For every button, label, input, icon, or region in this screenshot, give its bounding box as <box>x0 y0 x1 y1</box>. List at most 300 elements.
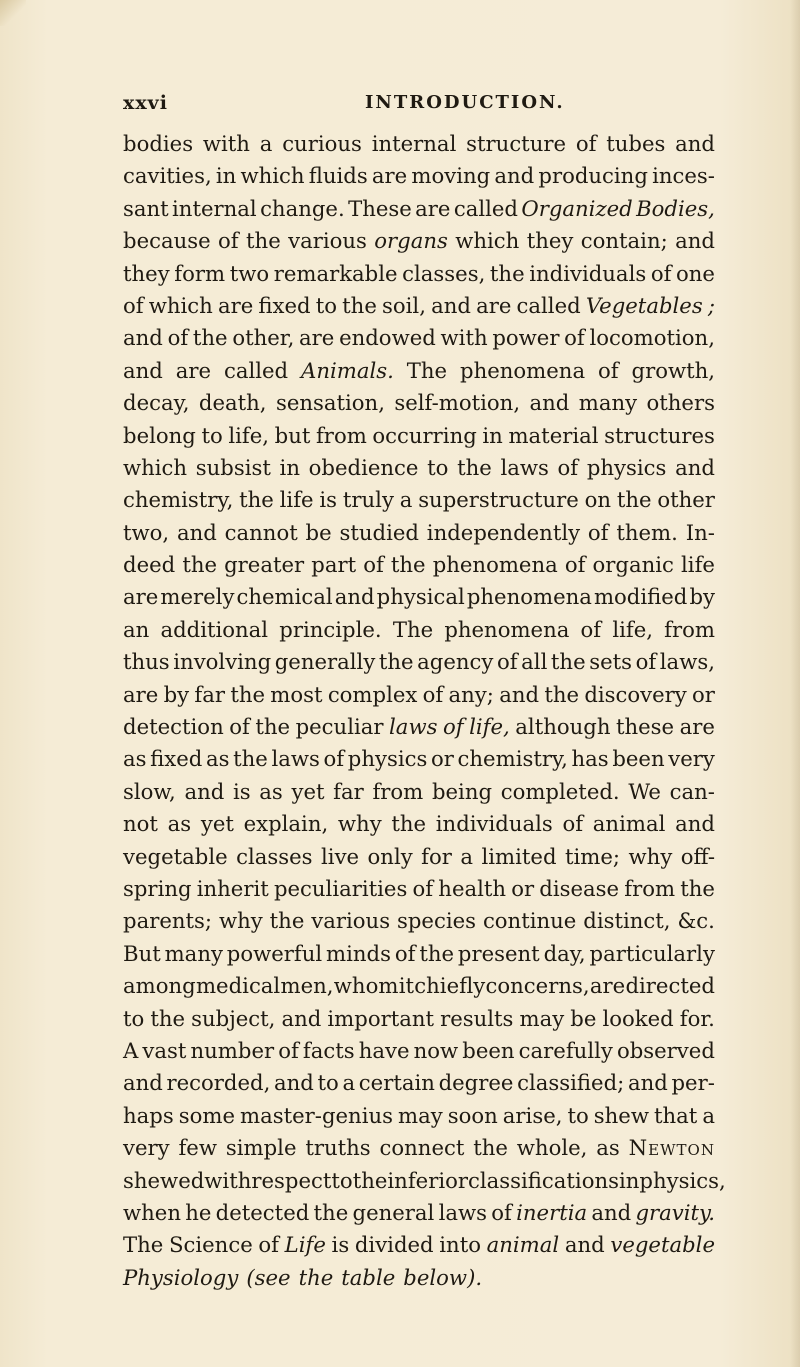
word: phenomena <box>460 357 586 383</box>
word: and <box>564 1232 605 1258</box>
word: of <box>394 940 416 966</box>
text-line <box>123 808 715 840</box>
word: the <box>313 1199 349 1225</box>
word: occurring <box>372 422 477 448</box>
word: self-motion, <box>394 390 521 416</box>
word: now <box>413 1037 459 1063</box>
word: of <box>564 325 585 351</box>
word: life, <box>612 616 653 642</box>
word: the <box>352 1167 388 1193</box>
word: laws <box>438 1199 487 1225</box>
word: they <box>123 260 170 286</box>
text-line <box>123 1165 726 1197</box>
word: connect <box>379 1135 465 1161</box>
word: is <box>331 1232 350 1258</box>
word: in <box>279 454 300 480</box>
word: the <box>550 649 586 675</box>
word: from <box>315 422 367 448</box>
word: simple <box>225 1135 297 1161</box>
word: agency <box>417 649 494 675</box>
word: yet <box>291 778 325 804</box>
word: laws <box>271 746 320 772</box>
word: of <box>363 552 384 578</box>
word: completed. <box>500 778 620 804</box>
word: to <box>427 454 449 480</box>
text-line <box>123 517 715 549</box>
word: very <box>123 1135 170 1161</box>
word: modified <box>593 584 688 610</box>
text-line <box>123 1262 715 1294</box>
word: which <box>455 228 520 254</box>
word: sant <box>123 195 169 221</box>
word: locomotion, <box>589 325 715 351</box>
word: slow, <box>123 778 176 804</box>
word: and <box>591 1199 632 1225</box>
word: classes, <box>402 260 486 286</box>
word: discovery <box>584 681 687 707</box>
word: laws, <box>659 649 715 675</box>
word: not <box>123 811 158 837</box>
word: two, <box>123 519 170 545</box>
word: that <box>654 1102 698 1128</box>
word: remarkable <box>273 260 398 286</box>
word: when <box>123 1199 181 1225</box>
text-line <box>123 258 715 290</box>
word: whole, <box>516 1135 588 1161</box>
word: &c. <box>677 908 715 934</box>
word: among <box>123 973 196 999</box>
word: vast <box>142 1037 187 1063</box>
word: greater <box>224 552 305 578</box>
word: observed <box>616 1037 715 1063</box>
word: fixed <box>150 746 203 772</box>
text-line <box>123 646 715 678</box>
word: fluids <box>308 163 368 189</box>
word: vegetable <box>123 843 228 869</box>
word: the <box>192 325 228 351</box>
word: ; <box>707 292 715 318</box>
word: the <box>255 714 291 740</box>
word: them. <box>616 519 678 545</box>
page-corner-shadow <box>0 0 26 26</box>
word: degree <box>438 1070 514 1096</box>
word: they <box>526 228 574 254</box>
word: which <box>123 454 188 480</box>
word: studied <box>339 519 419 545</box>
word: principle. <box>279 616 382 642</box>
word: complex <box>327 681 418 707</box>
word: with <box>202 131 250 156</box>
word: producing <box>538 163 648 189</box>
word: obedience <box>308 454 419 480</box>
text-line <box>123 290 715 322</box>
word: directed <box>625 973 715 999</box>
word: as <box>259 778 283 804</box>
word: to <box>201 422 223 448</box>
word: any; <box>448 681 494 707</box>
word: below). <box>403 1264 483 1290</box>
word: of <box>422 681 444 707</box>
word: Organized <box>521 195 633 221</box>
body-text <box>123 128 726 1294</box>
word: power <box>492 325 560 351</box>
word: and <box>184 778 225 804</box>
word: the <box>239 487 274 513</box>
word: why <box>218 908 263 934</box>
word: is <box>319 487 338 513</box>
word: important <box>327 1005 435 1031</box>
word: which <box>148 292 213 318</box>
word: vegetable <box>610 1232 715 1258</box>
text-line <box>123 970 715 1002</box>
word: some <box>178 1102 235 1128</box>
word: the <box>230 681 266 707</box>
word: of <box>218 228 239 254</box>
word: to <box>317 1070 339 1096</box>
word: arise, <box>502 1102 563 1128</box>
word: as <box>123 746 147 772</box>
word: off- <box>680 843 715 869</box>
word: of <box>258 1232 279 1258</box>
word: Bodies, <box>636 195 715 221</box>
word: soil, <box>382 292 426 318</box>
word: from <box>664 616 715 642</box>
word: generally <box>274 649 376 675</box>
word: of <box>491 1199 512 1225</box>
word: change. <box>260 195 345 221</box>
word: contain; <box>580 228 668 254</box>
word: of <box>412 875 434 901</box>
word: bodies <box>123 131 194 156</box>
word: by <box>163 681 190 707</box>
word: being <box>431 778 493 804</box>
word: physics, <box>639 1167 726 1193</box>
word: involving <box>173 649 272 675</box>
word: peculiarities <box>273 875 408 901</box>
word: phenomena <box>444 616 570 642</box>
word: it <box>398 973 415 999</box>
word: and <box>274 1070 314 1096</box>
text-line <box>123 743 715 775</box>
word: all <box>521 649 548 675</box>
word: whom <box>333 973 399 999</box>
text-line <box>123 938 715 970</box>
word: the <box>182 552 218 578</box>
word: is <box>232 778 251 804</box>
text-line <box>123 1197 715 1229</box>
word: Animals. <box>301 357 394 383</box>
word: structure <box>466 131 567 156</box>
word: Life <box>284 1232 326 1258</box>
word: and <box>529 390 570 416</box>
word: inferior <box>387 1167 468 1193</box>
word: We <box>628 778 661 804</box>
word: life, <box>469 714 510 740</box>
word: are <box>589 973 626 999</box>
word: distinct, <box>583 908 671 934</box>
word: limited <box>481 843 557 869</box>
word: of <box>564 552 586 578</box>
word: these <box>615 714 675 740</box>
word: of <box>635 649 657 675</box>
word: inces- <box>652 163 715 189</box>
word: merely <box>160 584 235 610</box>
word: particularly <box>589 940 715 966</box>
word: detected <box>215 1199 310 1225</box>
word: few <box>178 1135 217 1161</box>
word: been <box>462 1037 515 1063</box>
word: medical <box>195 973 281 999</box>
word: per- <box>671 1070 715 1096</box>
word: the <box>390 552 426 578</box>
text-line <box>123 484 715 516</box>
word: truths <box>305 1135 371 1161</box>
text-line <box>123 193 715 225</box>
word: phenomena <box>466 584 592 610</box>
word: life, <box>228 422 270 448</box>
word: as <box>205 746 230 772</box>
word: and <box>675 131 715 156</box>
word: chemical <box>236 584 333 610</box>
word: of <box>442 714 464 740</box>
word: but <box>274 422 311 448</box>
word: other <box>657 487 715 513</box>
word: and <box>675 228 715 254</box>
word: of <box>580 616 602 642</box>
word: and <box>176 519 217 545</box>
word: to <box>123 1005 145 1031</box>
word: are <box>217 292 254 318</box>
word: a <box>702 1102 715 1128</box>
word: and <box>627 1070 668 1096</box>
word: (see <box>246 1264 291 1290</box>
word: the <box>342 292 377 318</box>
word: by <box>689 584 715 610</box>
word: time; <box>565 843 621 869</box>
word: a <box>259 131 273 156</box>
word: the <box>233 746 268 772</box>
word: respect <box>251 1167 332 1193</box>
word: inherit <box>196 875 269 901</box>
word: for. <box>679 1005 715 1031</box>
word: of <box>496 649 518 675</box>
word: Science <box>168 1232 253 1258</box>
word: in <box>618 1167 640 1193</box>
word: death, <box>198 390 267 416</box>
word: classes <box>236 843 313 869</box>
running-head: INTRODUCTION. <box>365 92 565 113</box>
word: sets <box>589 649 633 675</box>
word: the <box>457 454 492 480</box>
text-line <box>123 1229 715 1261</box>
word: detection <box>123 714 224 740</box>
word: the <box>489 260 525 286</box>
text-line <box>123 420 715 452</box>
word: for <box>421 843 452 869</box>
word: to <box>567 1102 589 1128</box>
word: In- <box>685 519 715 545</box>
text-line <box>123 679 715 711</box>
word: chemistry, <box>123 487 234 513</box>
word: A <box>123 1037 139 1063</box>
word: the <box>680 875 715 901</box>
word: concerns, <box>485 973 590 999</box>
word: far <box>194 681 226 707</box>
word: live <box>321 843 360 869</box>
word: belong <box>123 422 196 448</box>
word: general <box>352 1199 435 1225</box>
word: cavities, <box>123 163 212 189</box>
text-line <box>123 225 715 257</box>
word: laws <box>500 454 549 480</box>
word: physics <box>586 454 667 480</box>
word: material <box>508 422 599 448</box>
word: why <box>337 811 382 837</box>
word: may <box>519 1005 565 1031</box>
word: why <box>628 843 673 869</box>
word: carefully <box>518 1037 613 1063</box>
text-line <box>123 873 715 905</box>
word: The <box>406 357 448 383</box>
text-line <box>123 1132 715 1164</box>
word: which <box>240 163 305 189</box>
word: with <box>440 325 488 351</box>
text-line <box>123 581 715 613</box>
word: health <box>438 875 507 901</box>
word: animal <box>592 811 666 837</box>
word: Newton <box>628 1135 715 1161</box>
text-line <box>123 614 715 646</box>
word: fixed <box>258 292 311 318</box>
word: an <box>123 616 150 642</box>
word: yet <box>200 811 234 837</box>
word: laws <box>389 714 438 740</box>
word: of <box>650 260 672 286</box>
word: of <box>557 454 579 480</box>
word: two <box>229 260 270 286</box>
word: the <box>419 940 455 966</box>
word: has <box>571 746 609 772</box>
text-line <box>123 387 715 419</box>
word: the <box>298 1264 334 1290</box>
word: because <box>123 228 211 254</box>
text-line <box>123 322 715 354</box>
word: or <box>692 681 715 707</box>
word: subsist <box>195 454 271 480</box>
word: be <box>305 519 332 545</box>
word: The <box>123 1232 164 1258</box>
text-line <box>123 1067 715 1099</box>
word: facts <box>302 1037 355 1063</box>
word: the <box>616 487 652 513</box>
word: very <box>668 746 715 772</box>
word: inertia <box>516 1199 588 1225</box>
word: superstructure <box>418 487 579 513</box>
word: men, <box>280 973 334 999</box>
word: can- <box>669 778 715 804</box>
word: a <box>342 1070 356 1096</box>
word: and <box>675 454 715 480</box>
word: The <box>392 616 434 642</box>
word: part <box>311 552 357 578</box>
word: and <box>123 1070 163 1096</box>
word: curious <box>282 131 362 156</box>
word: are <box>679 714 715 740</box>
word: in <box>215 163 237 189</box>
word: present <box>457 940 540 966</box>
word: the <box>391 811 427 837</box>
word: life <box>681 552 715 578</box>
word: divided <box>354 1232 434 1258</box>
word: disease <box>539 875 620 901</box>
word: are <box>415 195 451 221</box>
word: internal <box>172 195 257 221</box>
word: have <box>358 1037 410 1063</box>
text-line <box>123 905 715 937</box>
word: deed <box>123 552 176 578</box>
word: soon <box>447 1102 498 1128</box>
word: animal <box>486 1232 560 1258</box>
word: classifications <box>467 1167 619 1193</box>
word: explain, <box>243 811 329 837</box>
text-line <box>123 776 715 808</box>
word: of <box>562 811 584 837</box>
word: he <box>185 1199 212 1225</box>
text-line <box>123 549 715 581</box>
word: truly <box>342 487 394 513</box>
word: phenomena <box>432 552 558 578</box>
word: been <box>612 746 665 772</box>
word: tubes <box>606 131 666 156</box>
word: the <box>269 908 305 934</box>
word: of <box>323 746 345 772</box>
word: the <box>544 681 580 707</box>
word: endowed <box>339 325 436 351</box>
word: other, <box>232 325 295 351</box>
word: the <box>473 1135 508 1161</box>
word: But <box>123 940 161 966</box>
word: structures <box>604 422 715 448</box>
word: are <box>299 325 335 351</box>
word: in <box>482 422 503 448</box>
word: recorded, <box>166 1070 271 1096</box>
word: and <box>675 811 715 837</box>
word: individuals <box>435 811 553 837</box>
word: are <box>476 292 512 318</box>
word: peculiar <box>295 714 384 740</box>
word: of <box>278 1037 299 1063</box>
word: These <box>348 195 412 221</box>
word: independently <box>426 519 581 545</box>
page-header <box>123 92 723 122</box>
word: may <box>398 1102 443 1128</box>
word: powerful <box>226 940 323 966</box>
word: others <box>646 390 715 416</box>
word: moving <box>411 163 491 189</box>
word: most <box>270 681 323 707</box>
word: physical <box>376 584 465 610</box>
word: of <box>167 325 189 351</box>
word: into <box>439 1232 481 1258</box>
text-line <box>123 711 715 743</box>
word: from <box>624 875 676 901</box>
word: form <box>174 260 226 286</box>
word: Vegetables <box>585 292 703 318</box>
word: far <box>333 778 364 804</box>
word: table <box>341 1264 396 1290</box>
word: life <box>279 487 314 513</box>
word: parents; <box>123 908 213 934</box>
